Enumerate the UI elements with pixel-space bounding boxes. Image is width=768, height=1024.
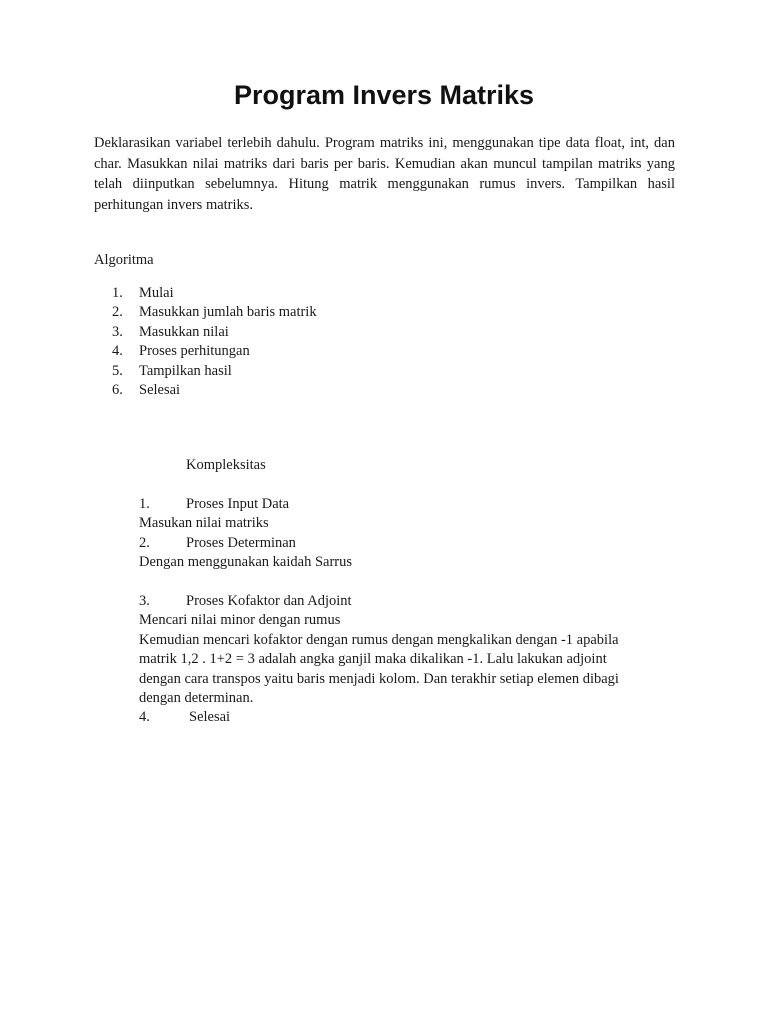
algoritma-heading: Algoritma [94,252,154,268]
list-number: 1. [112,285,123,301]
list-item [112,323,317,342]
kompleksitas-item-desc: Kemudian mencari kofaktor dengan rumus dengan mengkalikan dengan -1 apabila [139,631,619,648]
list-number: 6. [112,381,123,398]
kompleksitas-item-desc: Dengan menggunakan kaidah Sarrus [139,554,353,571]
kompleksitas-item-desc: dengan cara transpos yaitu baris menjadi kolom. Dan terakhir setiap elemen dibagi [139,670,619,687]
list-number: 2. [112,304,123,321]
kompleksitas-item-desc: Masukan nilai matriks [139,515,269,532]
list-item [112,362,317,381]
spacer [139,573,659,592]
list-item [112,381,317,400]
list-text: Selesai [139,381,181,398]
kompleksitas-item-title [139,708,659,727]
list-text: Masukkan jumlah baris matrik [139,304,317,321]
item-number: 4. [139,709,150,726]
item-number: 2. [139,534,150,551]
algoritma-list [112,284,317,400]
kompleksitas-item-desc: Mencari nilai minor dengan rumus [139,612,341,629]
item-title: Proses Kofaktor dan Adjoint [186,593,352,610]
item-title: Proses Input Data [186,496,290,512]
list-text: Masukkan nilai [139,323,229,340]
list-number: 4. [112,343,123,360]
item-title: Proses Determinan [186,534,296,551]
kompleksitas-item-desc: dengan determinan. [139,690,254,707]
list-number: 5. [112,362,123,379]
kompleksitas-item-desc: matrik 1,2 . 1+2 = 3 adalah angka ganjil maka dikalikan -1. Lalu lakukan adjoint [139,651,607,668]
kompleksitas-heading: Kompleksitas [186,457,266,473]
list-item [112,342,317,361]
item-title: Selesai [189,709,231,726]
list-text: Mulai [139,285,174,301]
list-text: Proses perhitungan [139,343,250,360]
intro-paragraph: Deklarasikan variabel terlebih dahulu. Program matriks ini, menggunakan tipe data float, int, dan char. Masukkan nilai matriks dari baris per baris. Kemudian akan muncul tampilan matriks yang telah diinputkan sebelumnya. Hitung matrik menggunakan rumus invers. Tampilkan hasil perhitungan invers matriks. [94,135,675,213]
kompleksitas-item-title [139,592,659,611]
kompleksitas-item-title [139,495,659,514]
list-item [112,303,317,322]
kompleksitas-item-title [139,534,659,553]
item-number: 3. [139,593,150,610]
list-text: Tampilkan hasil [139,362,232,379]
page-title: Program Invers Matriks [233,80,535,110]
list-item [112,284,317,303]
kompleksitas-section [139,495,659,728]
list-number: 3. [112,323,123,340]
item-number: 1. [139,496,150,512]
